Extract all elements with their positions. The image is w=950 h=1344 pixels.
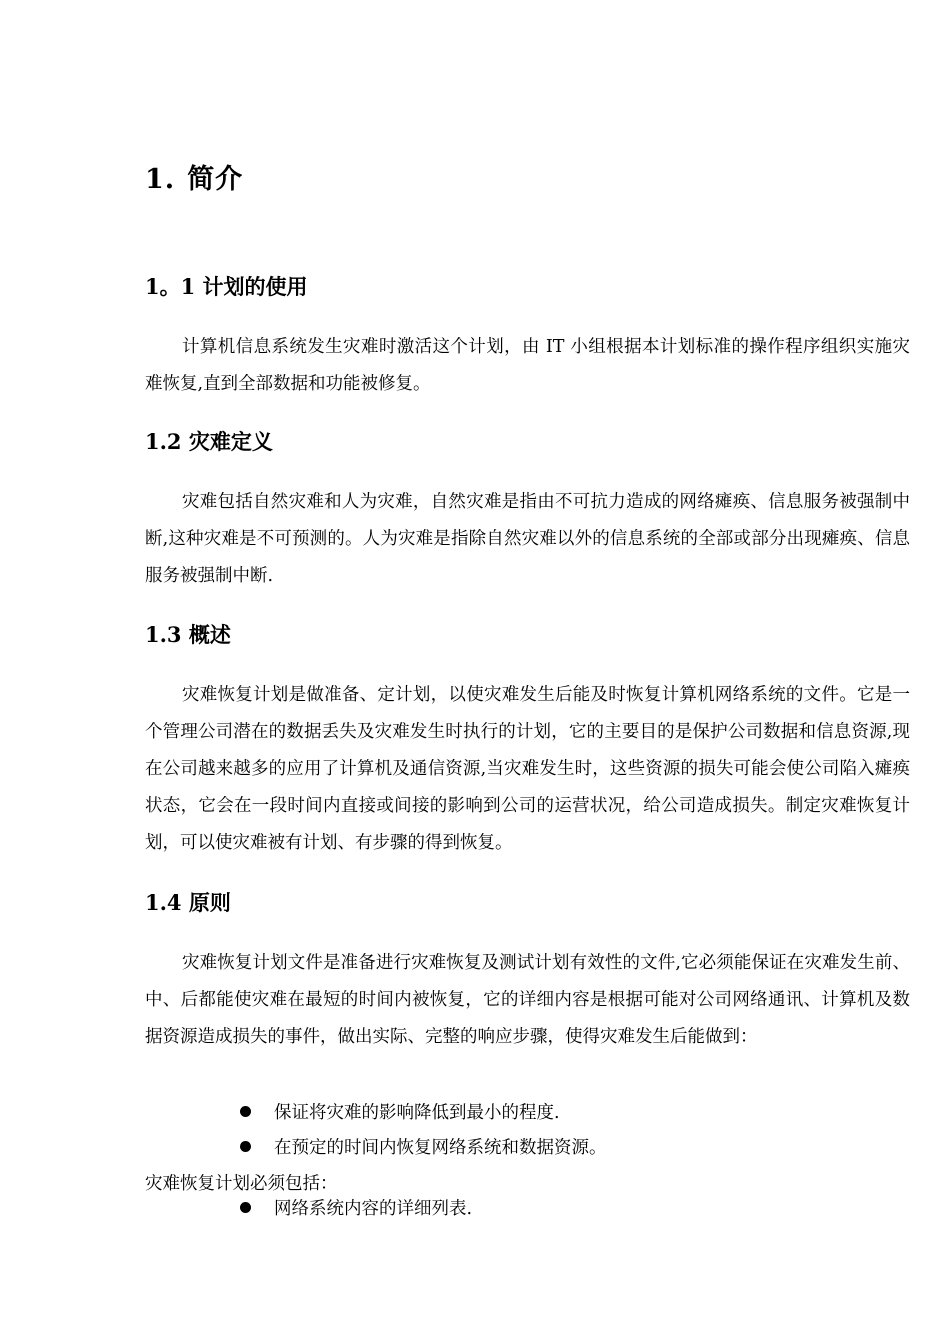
section-heading-1-1: 1。1 计划的使用 <box>145 274 308 299</box>
section-1-3-paragraph: 灾难恢复计划是做准备、定计划，以使灾难发生后能及时恢复计算机网络系统的文件。它是一个管理公司潜在的数据丢失及灾难发生时执行的计划，它的主要目的是保护公司数据和信息资源,现在公司越来越多的应用了计算机及通信资源,当灾难发生时，这些资源的损失可能会使公司陷入瘫痪状态，它会在一段时间内直接或间接的影响到公司的运营状况，给公司造成损失。制定灾难恢复计划，可以使灾难被有计划、有步骤的得到恢复。 <box>145 685 910 853</box>
list-item-text: 保证将灾难的影响降低到最小的程度. <box>274 1103 560 1123</box>
list-item <box>240 1099 560 1124</box>
chapter-number: 1. <box>145 164 176 195</box>
chapter-title <box>145 157 243 196</box>
chapter-title-text: 简介 <box>187 164 244 195</box>
section-heading-1-3: 1.3 概述 <box>145 622 231 647</box>
must-include-label: 灾难恢复计划必须包括： <box>145 1174 338 1194</box>
list-item-text: 网络系统内容的详细列表. <box>274 1199 473 1219</box>
section-1-2-paragraph: 灾难包括自然灾难和人为灾难，自然灾难是指由不可抗力造成的网络瘫痪、信息服务被强制中断,这种灾难是不可预测的。人为灾难是指除自然灾难以外的信息系统的全部或部分出现瘫痪、信息服务被强制中断. <box>145 492 910 586</box>
section-heading-1-4: 1.4 原则 <box>145 890 231 915</box>
bullet-dot-icon <box>240 1106 251 1117</box>
section-1-4-paragraph: 灾难恢复计划文件是准备进行灾难恢复及测试计划有效性的文件,它必须能保证在灾难发生前、中、后都能使灾难在最短的时间内被恢复，它的详细内容是根据可能对公司网络通讯、计算机及数据资源造成损失的事件，做出实际、完整的响应步骤，使得灾难发生后能做到： <box>145 953 910 1047</box>
list-item-text: 在预定的时间内恢复网络系统和数据资源。 <box>274 1138 607 1158</box>
list-item <box>240 1134 607 1159</box>
bullet-dot-icon <box>240 1202 251 1213</box>
section-1-1-paragraph: 计算机信息系统发生灾难时激活这个计划，由 IT 小组根据本计划标准的操作程序组织实施灾难恢复,直到全部数据和功能被修复。 <box>145 337 910 394</box>
list-item <box>240 1195 472 1220</box>
section-heading-1-2: 1.2 灾难定义 <box>145 429 273 454</box>
bullet-dot-icon <box>240 1141 251 1152</box>
